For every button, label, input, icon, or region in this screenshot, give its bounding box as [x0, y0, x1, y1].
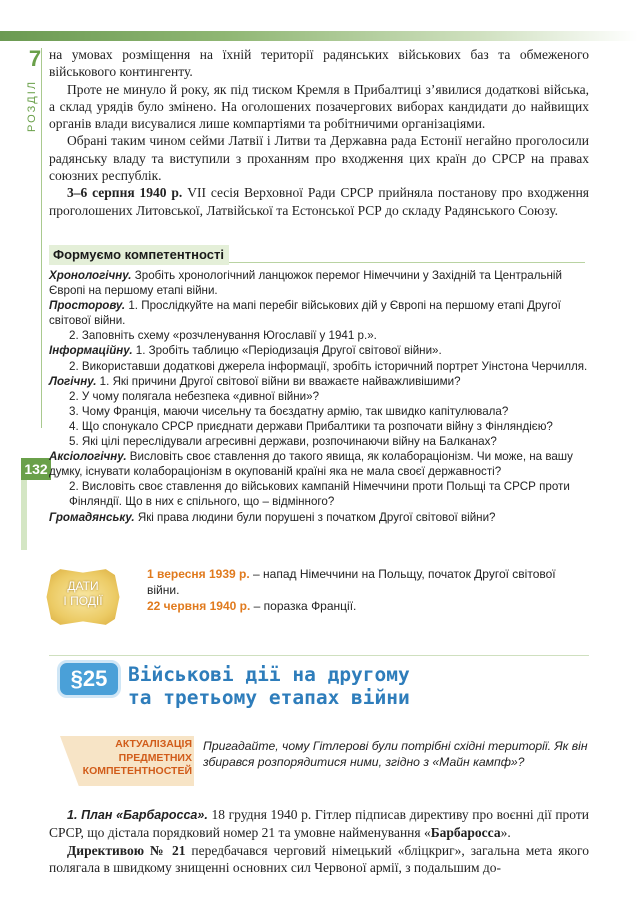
competency-item — [49, 374, 589, 389]
competency-text: Зробіть хронологічний ланцюжок перемог Німеччини у Західній та Центральній Європі на першому етапі війни. — [49, 269, 562, 298]
competency-item — [49, 268, 589, 298]
competency-item — [49, 510, 589, 525]
paragraph — [49, 842, 589, 877]
dates-badge-line: І ПОДІЇ — [63, 594, 103, 608]
competency-text: 1. Які причини Другої світової війни ви вважаєте найважливішими? — [96, 374, 461, 388]
competency-item: 4. Що спонукало СРСР приєднати держави Прибалтики та розпочати війну з Фінляндією? — [69, 419, 553, 433]
chapter-label: РОЗДІЛ — [26, 79, 38, 132]
competencies-list — [49, 268, 589, 525]
competency-text: 1. Прослідкуйте на мапі перебіг військових дій у Європі на першому етапі Другої світової війни. — [49, 299, 561, 328]
event-text: – напад Німеччини на Польщу, початок Другої світової війни. — [147, 567, 556, 597]
dated-paragraph-text: VII сесія Верховної Ради СРСР прийняла постанову про входження проголошених Литовської, Латвійської та Естонської РСР до складу Радянського Союзу. — [49, 185, 589, 218]
section-title — [128, 663, 588, 709]
competencies-heading: Формуємо компетентності — [49, 245, 229, 265]
date-event — [147, 598, 589, 614]
section-badge: §25 — [57, 660, 121, 698]
actualization-label-line: АКТУАЛІЗАЦІЯ — [115, 738, 192, 750]
dates-badge-line: ДАТИ — [67, 579, 99, 593]
side-divider — [41, 48, 42, 428]
competencies-heading-line — [229, 262, 585, 263]
event-date: 1 вересня 1939 р. — [147, 567, 250, 581]
competency-item — [49, 449, 589, 479]
subsection-heading: 1. План «Барбаросса». — [67, 808, 208, 822]
competency-item: 5. Які цілі переслідували агресивні держави, розпочинаючи війну на Балканах? — [69, 435, 497, 449]
competency-item: 3. Чому Франція, маючи чисельну та боєздатну армію, так швидко капітулювала? — [69, 404, 509, 418]
paragraph: Обрані таким чином сейми Латвії і Литви та Державна рада Естонії негайно проголосили радянську владу та виступили з проханням про входження цих країн до СРСР на правах союзних республік. — [49, 133, 589, 184]
event-date: 22 червня 1940 р. — [147, 599, 251, 613]
section-divider — [49, 655, 589, 656]
paragraph-text: передбачався черговий німецький «бліцкриг», загальна мета якого полягала в швидкому знищенні основних сил Червоної армії, з подальшим до- — [49, 842, 589, 875]
page-side-bar — [21, 480, 27, 550]
competency-text: Висловіть своє ставлення до такого явища, як колабораціонізм. Чи може, на вашу думку, існувати колабораціонізм в окупованій країні яка не мала своєї державності? — [49, 450, 573, 479]
paragraph-text: ». — [500, 825, 511, 841]
paragraph: Проте не минуло й року, як під тиском Кремля в Прибалтиці з’явилися додаткові війська, а склад урядів було змінено. На оголошених позачергових виборах кандидати до найвищих органів влади висувалися лише компартіями та робітничими організаціями. — [49, 81, 589, 132]
competency-key: Громадянську. — [49, 510, 135, 524]
competency-item: 2. Заповніть схему «розчленування Югославії у 1941 р.». — [69, 329, 377, 343]
date-event — [147, 566, 589, 598]
event-text: – поразка Франції. — [250, 599, 357, 613]
paragraph: на умовах розміщення на їхній території радянських військових баз та обмеженого військового контингенту. — [49, 47, 589, 80]
actualization-label — [76, 738, 192, 779]
dates-badge-text — [45, 579, 121, 609]
chapter-number: 7 — [28, 46, 42, 71]
body-text — [49, 46, 589, 219]
paragraph — [49, 806, 589, 842]
competency-key: Інформаційну. — [49, 344, 133, 358]
competency-text: Які права людини були порушені з початком Другої світової війни? — [134, 510, 496, 524]
competency-item: 2. У чому полягала небезпека «дивної війни»? — [69, 389, 320, 403]
section-title-line: Військові дії на другому — [128, 663, 410, 686]
competency-text: 1. Зробіть таблицю «Періодизація Другої світової війни». — [132, 344, 442, 358]
dated-paragraph — [49, 184, 589, 219]
dates-badge — [45, 568, 121, 626]
actualization-label-line: ПРЕДМЕТНИХ — [118, 751, 192, 764]
bold-term: Директивою № 21 — [67, 842, 186, 858]
competency-key: Хронологічну. — [49, 269, 132, 282]
competency-key: Аксіологічну. — [49, 450, 127, 464]
actualization-question: Пригадайте, чому Гітлерові були потрібні східні території. Як він збирався розпорядитися ними, згідно з «Майн кампф»? — [203, 739, 588, 769]
top-decorative-stripe — [0, 31, 638, 41]
competency-item: 2. Висловіть своє ставлення до військових кампаній Німеччини проти Польщі та СРСР проти Фінляндії. Що в них є спільного, що – відмінного? — [69, 480, 570, 509]
competency-key: Логічну. — [49, 374, 97, 388]
event-date: 3–6 серпня 1940 р. — [67, 185, 183, 201]
competency-item — [49, 343, 589, 358]
dates-list — [147, 566, 589, 614]
bold-term: Барбаросса — [430, 825, 501, 841]
paragraph-text: 18 грудня 1940 р. Гітлер підписав директиву про воєнні дії проти СРСР, що дістала порядковий номер 21 та умовне найменування « — [49, 807, 589, 841]
page-number: 132 — [21, 458, 51, 480]
competency-item: 2. Використавши додаткові джерела інформації, зробіть історичний портрет Уінстона Черчилля. — [69, 359, 588, 373]
competency-key: Просторову. — [49, 299, 126, 313]
section-title-line: та третьому етапах війни — [128, 686, 410, 709]
actualization-label-line: КОМПЕТЕНТНОСТЕЙ — [82, 765, 192, 777]
competency-item — [49, 298, 589, 328]
bottom-text — [49, 806, 589, 876]
